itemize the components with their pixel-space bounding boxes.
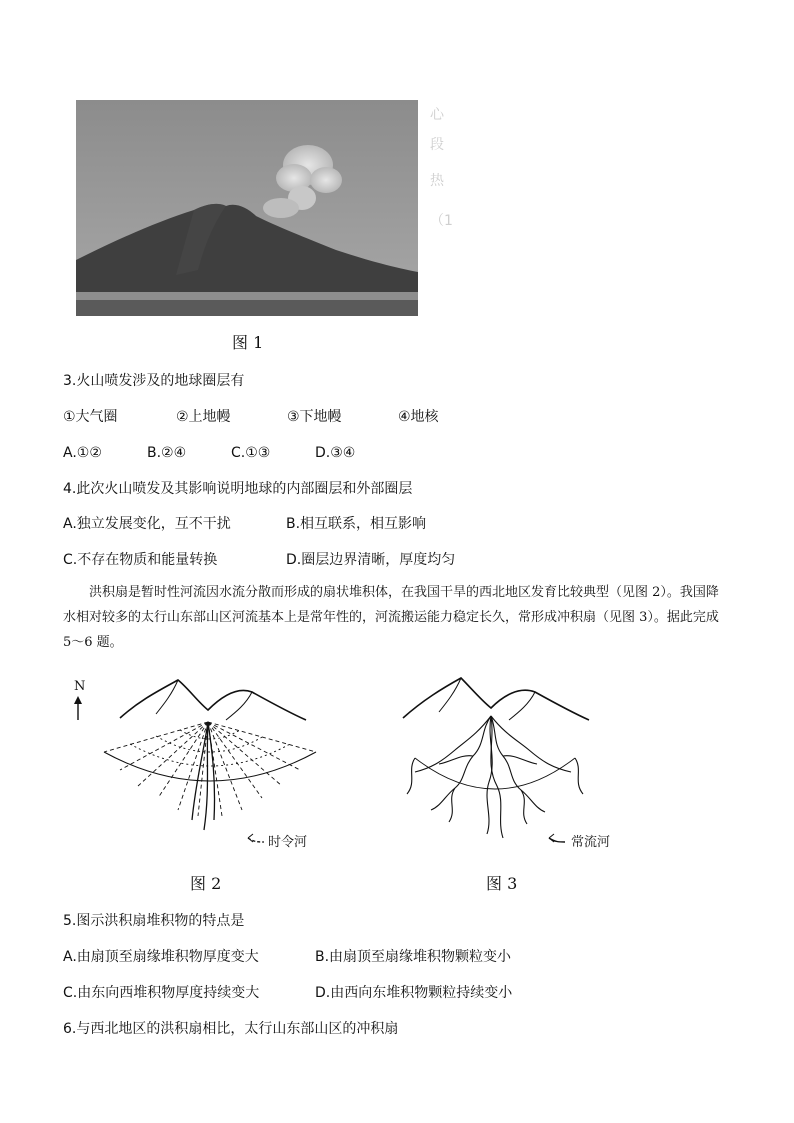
q4-choice-a: A.独立发展变化，互不干扰 <box>63 516 231 532</box>
q3-choice-b: B.②④ <box>147 445 187 461</box>
figure2-caption: 图 2 <box>190 874 222 893</box>
q3-item-3: ③下地幔 <box>287 409 342 425</box>
q5-choice-c: C.由东向西堆积物厚度持续变大 <box>63 985 260 1001</box>
bleed-through-text: 心 <box>430 107 444 123</box>
q4-choice-c: C.不存在物质和能量转换 <box>63 552 218 568</box>
volcano-eruption-image <box>76 100 418 316</box>
legend-arrow-icon <box>549 834 554 842</box>
mountain-ridge <box>439 678 535 720</box>
q3-choice-a: A.①② <box>63 445 102 461</box>
q3-choice-c: C.①③ <box>231 445 271 461</box>
figure3-caption: 图 3 <box>486 874 518 893</box>
q6-stem: 6.与西北地区的洪积扇相比，太行山东部山区的冲积扇 <box>63 1021 399 1037</box>
q5-stem: 5.图示洪积扇堆积物的特点是 <box>63 913 245 929</box>
q3-choice-d: D.③④ <box>315 445 356 461</box>
q4-choice-b: B.相互联系，相互影响 <box>286 516 427 532</box>
bleed-through-text: 段 <box>430 137 444 153</box>
north-arrowhead-icon <box>74 696 82 704</box>
passage-text: 洪积扇是暂时性河流因水流分散而形成的扇状堆积体，在我国干旱的西北地区发育比较典型（见图 2）。我国降水相对较多的太行山东部山区河流基本上是常年性的，河流搬运能力稳定长久，常形成冲积扇（见图 3）。据此完成 5～6 题。 <box>63 585 719 650</box>
q5-choice-a: A.由扇顶至扇缘堆积物厚度变大 <box>63 949 259 965</box>
north-label: N <box>74 679 86 694</box>
legend-arrow-icon <box>248 834 253 842</box>
q3-item-4: ④地核 <box>398 409 439 425</box>
alluvial-fan-diagram <box>385 670 645 895</box>
volcano-photo <box>76 100 418 316</box>
q5-choice-d: D.由西向东堆积物颗粒持续变小 <box>315 985 513 1001</box>
q3-item-2: ②上地幔 <box>176 409 231 425</box>
mountain-outline <box>403 678 589 720</box>
q3-item-1: ①大气圈 <box>63 409 118 425</box>
diluvial-fan-diagram <box>60 670 360 895</box>
q4-choice-d: D.圈层边界清晰，厚度均匀 <box>286 552 456 568</box>
seasonal-river-label: 时令河 <box>268 835 308 850</box>
q3-stem: 3.火山喷发涉及的地球圈层有 <box>63 373 245 389</box>
q4-stem: 4.此次火山喷发及其影响说明地球的内部圈层和外部圈层 <box>63 481 413 497</box>
bleed-through-text: （1 <box>430 213 453 229</box>
perennial-river-channels <box>407 716 583 838</box>
mountain-outline <box>120 680 306 720</box>
figure3 <box>385 670 645 895</box>
perennial-river-label: 常流河 <box>571 835 611 850</box>
q5-choice-b: B.由扇顶至扇缘堆积物颗粒变小 <box>315 949 512 965</box>
bleed-through-text: 热 <box>430 173 444 189</box>
figure2 <box>60 670 360 895</box>
figure1-caption: 图 1 <box>232 333 264 352</box>
seasonal-river-channels <box>192 722 215 830</box>
mountain-ridge <box>156 680 252 720</box>
fan-edge <box>104 752 316 781</box>
